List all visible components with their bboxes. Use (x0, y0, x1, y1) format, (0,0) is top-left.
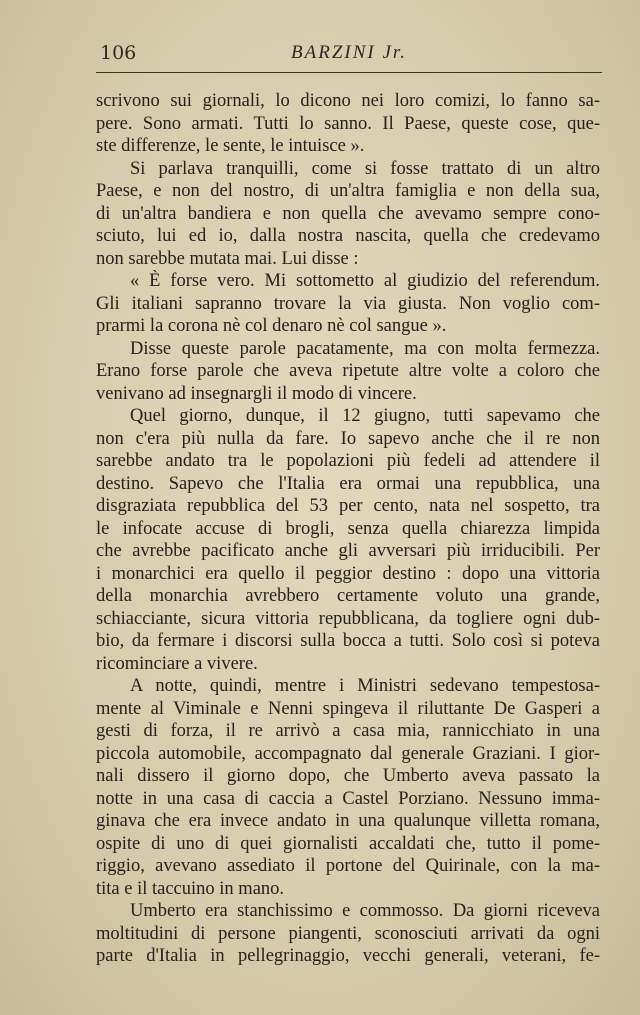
text-line: sarebbe andato tra le popolazioni più fedeli ad attendere il (96, 451, 600, 471)
text-line: non sarebbe mutata mai. Lui disse : (96, 248, 359, 269)
body-text (96, 90, 600, 968)
page-number: 106 (100, 42, 137, 64)
text-line: Disse queste parole pacatamente, ma con molta fermezza. (130, 338, 600, 359)
text-line: ricominciare a vivere. (96, 653, 258, 674)
paragraph (96, 270, 600, 338)
text-line: A notte, quindi, mentre i Ministri sedevano tempestosa- (130, 676, 600, 696)
text-line: ospite di uno di quei giornalisti accaldati che, tutto il pome- (96, 833, 600, 854)
text-line: mente al Viminale e Nenni spingeva il riluttante De Gasperi a (96, 698, 600, 719)
text-line: venivano ad insegnargli il modo di vincere. (96, 383, 417, 404)
text-line: tita e il taccuino in mano. (96, 878, 285, 899)
text-line: ginava che era invece andato in una qualunque villetta romana, (96, 811, 600, 831)
paragraph (96, 675, 600, 900)
text-line: parte d'Italia in pellegrinaggio, vecchi generali, veterani, fe- (96, 946, 600, 966)
paragraph (96, 900, 600, 968)
text-line: ste differenze, le sente, le intuisce ». (96, 136, 365, 156)
text-line: Erano forse parole che aveva ripetute altre volte a coloro che (96, 361, 600, 381)
paragraph (96, 338, 600, 406)
text-line: « È forse vero. Mi sottometto al giudizio del referendum. (130, 271, 600, 291)
running-head: BARZINI Jr. (291, 42, 407, 63)
text-line: i monarchici era quello il peggior destino : dopo una vittoria (96, 563, 600, 584)
text-line: della monarchia avrebbero certamente voluto una grande, (96, 586, 600, 606)
text-line: non c'era più nulla da fare. Io sapevo anche che il re non (96, 428, 600, 449)
text-line: destino. Sapevo che l'Italia era ormai una repubblica, una (96, 473, 600, 494)
text-line: scrivono sui giornali, lo dicono nei loro comizi, lo fanno sa- (96, 91, 600, 111)
text-line: piccola automobile, accompagnato dal generale Graziani. I gior- (96, 743, 600, 764)
text-line: Umberto era stanchissimo e commosso. Da giorni riceveva (130, 901, 600, 921)
text-line: notte in una casa di caccia a Castel Porziano. Nessuno imma- (96, 788, 600, 809)
text-line: che avrebbe pacificato anche gli avversari più irriducibili. Per (96, 541, 600, 561)
text-line: Si parlava tranquilli, come si fosse trattato di un altro (130, 158, 600, 179)
text-line: riggio, avevano assediato il portone del Quirinale, con la ma- (96, 856, 600, 876)
text-line: di un'altra bandiera e non quella che avevamo sempre cono- (96, 203, 600, 224)
page-header (96, 40, 602, 73)
text-line: nali dissero il giorno dopo, che Umberto aveva passato la (96, 766, 600, 786)
text-line: Paese, e non del nostro, di un'altra famiglia e non della sua, (96, 181, 600, 201)
text-line: Quel giorno, dunque, il 12 giugno, tutti sapevamo che (130, 406, 600, 426)
text-line: bio, da fermare i discorsi sulla bocca a tutti. Solo così si poteva (96, 631, 600, 651)
paragraph (96, 90, 600, 158)
text-line: disgraziata repubblica del 53 per cento, nata nel sospetto, tra (96, 496, 600, 516)
paragraph (96, 405, 600, 675)
text-line: moltitudini di persone piangenti, sconosciuti arrivati da ogni (96, 923, 600, 944)
text-line: Gli italiani sapranno trovare la via giusta. Non voglio com- (96, 293, 600, 314)
text-line: prarmi la corona nè col denaro nè col sangue ». (96, 316, 447, 336)
text-line: gesti di forza, il re arrivò a casa mia, rannicchiato in una (96, 721, 600, 741)
paragraph (96, 158, 600, 271)
text-line: sciuto, lui ed io, dalla nostra nascita, quella che credevamo (96, 226, 600, 246)
text-line: pere. Sono armati. Tutti lo sanno. Il Paese, queste cose, que- (96, 113, 600, 134)
text-line: le infocate accuse di brogli, senza quella chiarezza limpida (96, 518, 600, 539)
text-line: schiacciante, sicura vittoria repubblicana, da togliere ogni dub- (96, 608, 600, 629)
